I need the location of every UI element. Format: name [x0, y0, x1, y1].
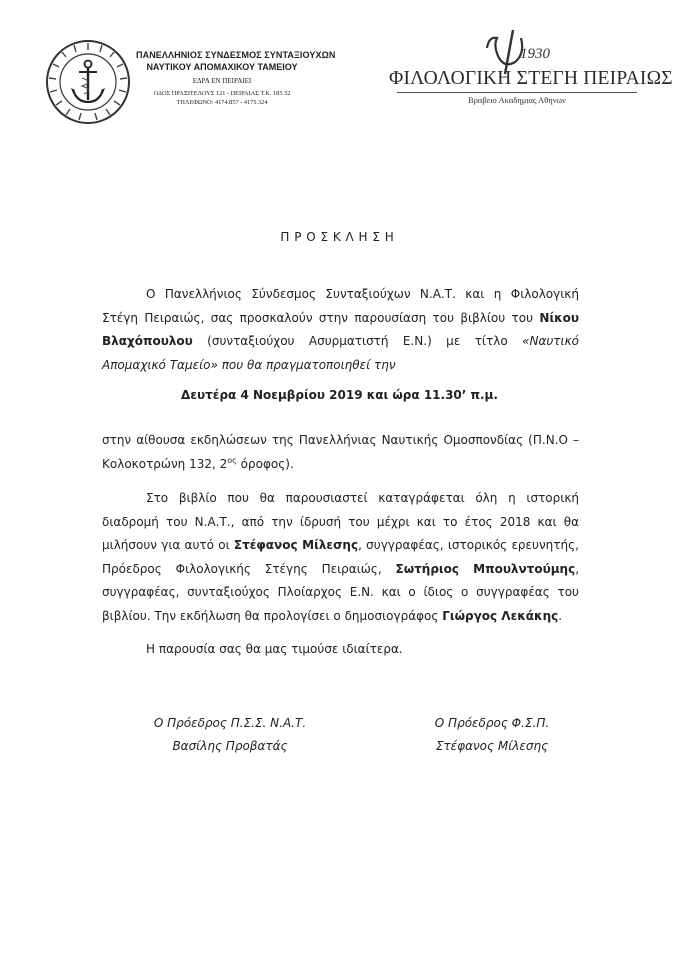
intro-text: Ο Πανελλήνιος Σύνδεσμος Συνταξιούχων Ν.Α.Τ. και η Φιλολογική Στέγη Πειραιώς, σας προσκαλούν στην παρουσίαση του βιβλίου του: [102, 287, 579, 325]
signatory-role-right: Ο Πρόεδρος Φ.Σ.Π.: [434, 716, 550, 730]
association-phone: ΤΗΛΕΦΩΝΟ: 4174.857 - 4175.324: [176, 99, 268, 106]
signatory-name-right: Στέφανος Μίλεσης: [435, 739, 549, 753]
association-address-block: [136, 50, 336, 106]
signatory-name-left: Βασίλης Προβατάς: [172, 739, 288, 753]
speakers-text-4: .: [558, 608, 563, 623]
intro-text-2: (συνταξιούχου Ασυρματιστή Ε.Ν.) με τίτλο: [192, 334, 523, 348]
society-award: Βραβειο Ακαδημιας Αθηνων: [468, 95, 566, 105]
signature-block-left: [120, 712, 340, 758]
journalist-name: Γιώργος Λεκάκης: [442, 608, 559, 623]
venue-paragraph: [102, 429, 579, 476]
association-seat: ΕΔΡΑ ΕΝ ΠΕΙΡΑΙΕΙ: [192, 77, 252, 85]
speakers-text-2: , συγγραφέας, ιστορικός ερευνητής, Πρόεδρος Φιλολογικής Στέγης Πειραιώς,: [102, 538, 579, 576]
association-name: ΠΑΝΕΛΛΗΝΙΟΣ ΣΥΝΔΕΣΜΟΣ ΣΥΝΤΑΞΙΟΥΧΩΝ: [136, 50, 336, 60]
venue-text-2: όροφος).: [236, 456, 294, 471]
event-date: Δευτέρα 4 Νοεμβρίου 2019 και ώρα 11.30’ π.μ.: [181, 388, 498, 402]
document-title: ΠΡΟΣΚΛΗΣΗ: [280, 230, 399, 244]
book-title: «Ναυτικό Απομαχικό Ταμείο» που θα πραγματοποιηθεί την: [102, 334, 579, 372]
association-letterhead: [44, 36, 336, 128]
society-name: ΦΙΛΟΛΟΓΙΚΗ ΣΤΕΓΗ ΠΕΙΡΑΙΩΣ: [389, 68, 673, 89]
speaker-2-name: Σωτήριος Μπουλντούμης: [395, 561, 576, 576]
author-name: Νίκου Βλαχόπουλου: [102, 310, 579, 348]
speaker-1-name: Στέφανος Μίλεσης: [233, 538, 359, 552]
speakers-paragraph: [102, 487, 579, 628]
anchor-seal-logo: [44, 38, 132, 126]
letterhead-divider: [397, 92, 637, 93]
speakers-text-3: , συγγραφέας, συνταξιούχος Πλοίαρχος Ε.Ν. και ο ίδιος ο συγγραφέας του βιβλίου. Την εκδήλωση θα προλογίσει ο δημοσιογράφος: [102, 561, 580, 623]
signature-block-right: [382, 712, 602, 758]
founding-year: 1930: [520, 46, 550, 62]
invitation-paragraph-intro: [102, 283, 579, 377]
speakers-text: Στο βιβλίο που θα παρουσιαστεί καταγράφεται όλη η ιστορική διαδρομή του Ν.Α.Τ., από την ίδρυσή του μέχρι και το έτος 2018 και θα μιλήσουν για αυτό οι: [102, 491, 579, 552]
signatory-role-left: Ο Πρόεδρος Π.Σ.Σ. Ν.Α.Τ.: [153, 716, 307, 730]
floor-ordinal: ος: [227, 455, 237, 465]
association-subname: ΝΑΥΤΙΚΟΥ ΑΠΟΜΑΧΙΚΟΥ ΤΑΜΕΙΟΥ: [146, 62, 298, 72]
association-address: ΟΔΟΣ ΠΡΑΞΙΤΕΛΟΥΣ 121 - ΠΕΙΡΑΙΑΣ Τ.Κ. 185 32: [153, 90, 291, 97]
closing-paragraph: Η παρουσία σας θα μας τιμούσε ιδιαίτερα.: [146, 642, 403, 656]
venue-text: στην αίθουσα εκδηλώσεων της Πανελλήνιας Ναυτικής Ομοσπονδίας (Π.Ν.Ο – Κολοκοτρώνη 132, 2: [102, 433, 579, 471]
philological-society-letterhead: [389, 28, 673, 124]
